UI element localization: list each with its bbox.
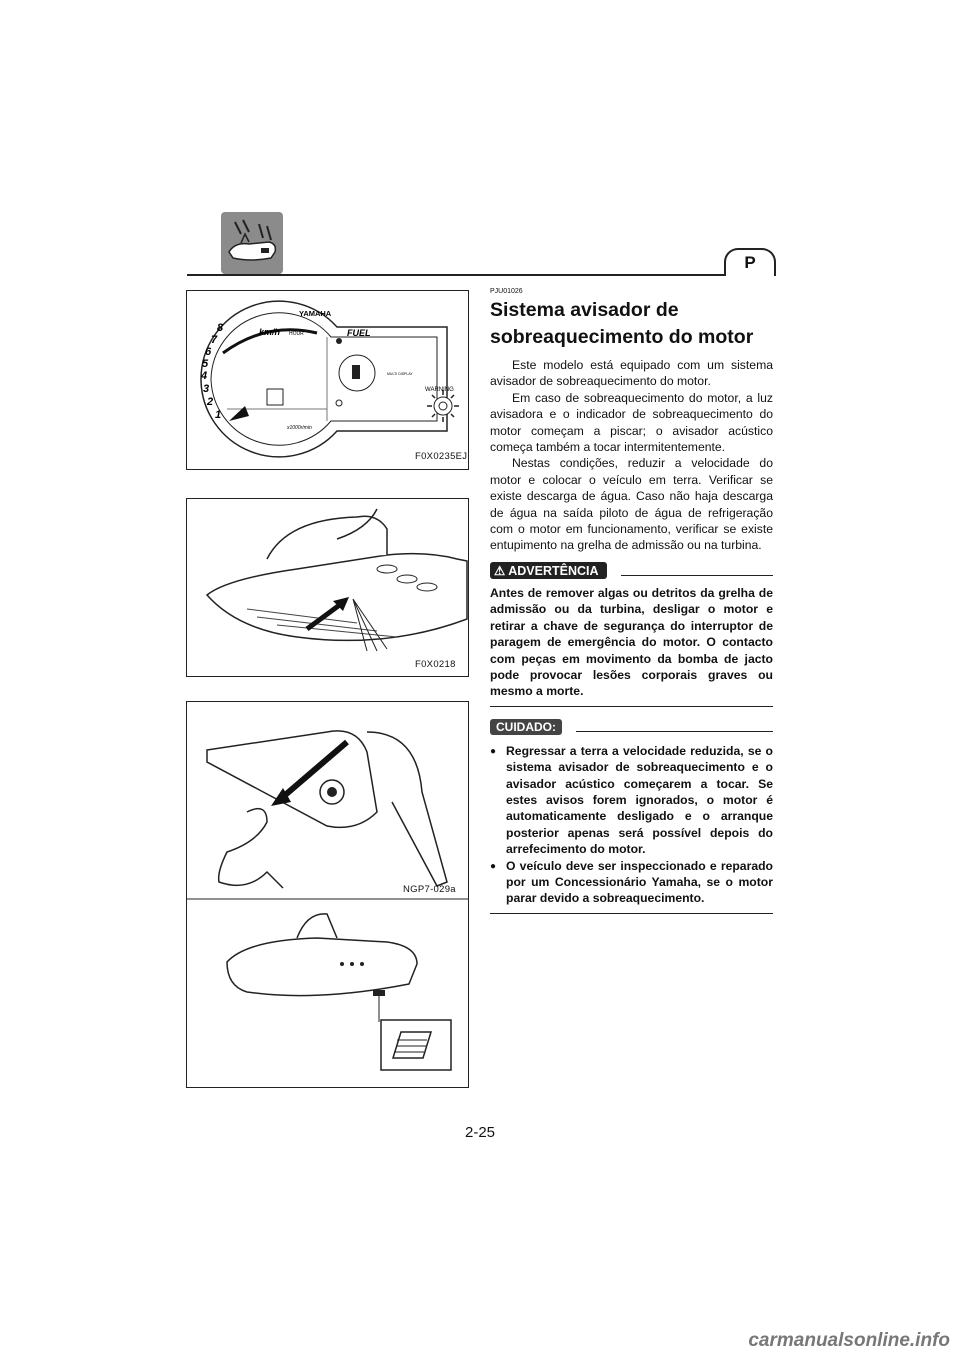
caution-label: CUIDADO:	[490, 719, 562, 735]
paragraph: Em caso de sobreaquecimento do motor, a luz avisadora e o indicador de sobreaquecimento do motor começam a piscar; o avisador acústico começa também a tocar intermitentemente.	[490, 390, 773, 455]
caution-bullet-text: O veículo deve ser inspeccionado e reparado por um Concessionário Yamaha, se o motor parar devido a sobreaquecimento.	[506, 858, 773, 906]
language-badge: P	[724, 248, 776, 276]
figure-handlebar-intake	[186, 701, 469, 1088]
rpm-unit: x1000r/min	[287, 425, 312, 431]
caution-end-rule	[490, 913, 773, 914]
watercraft-section-icon	[221, 212, 283, 274]
warning-label-chip	[490, 562, 607, 579]
figure-label: NGP7-029a	[403, 884, 456, 895]
scale-mark: 7	[211, 334, 218, 346]
warning-text: Antes de remover algas ou detritos da grelha de admissão ou da turbina, desligar o motor e retirar a chave de segurança do interruptor de paragem de emergência do motor. O contacto com peças em movimento da bomba de jacto pode provocar lesões corporais graves ou mesmo a morte.	[490, 585, 773, 699]
caution-rule	[576, 731, 773, 732]
warning-rule	[621, 575, 773, 576]
scale-mark: 3	[203, 383, 210, 395]
scale-mark: 2	[207, 396, 214, 408]
scale-mark: 4	[201, 370, 208, 382]
section-code: PJU01026	[490, 288, 523, 295]
gauge-brand: YAMAHA	[299, 309, 332, 318]
figure-watercraft-side	[186, 498, 469, 677]
caution-bullet	[490, 743, 773, 858]
warning-end-rule	[490, 706, 773, 707]
paragraph: Este modelo está equipado com um sistema avisador de sobreaquecimento do motor.	[490, 358, 773, 389]
caution-header	[490, 719, 773, 735]
warning-header	[490, 562, 773, 579]
page-number: 2-25	[464, 1124, 496, 1141]
scale-mark: 1	[215, 409, 222, 421]
figure-meter	[186, 290, 469, 470]
header-rule	[187, 274, 774, 276]
figure-label: F0X0235EJ	[415, 451, 468, 462]
caution-bullet-text: Regressar a terra a velocidade reduzida, se o sistema avisador de sobreaquecimento e o avisador acústico começarem a tocar. Se estes avisos forem ignorados, o motor é automaticamente desligado e o arranque posterior apenas será possível depois do arrefecimento do motor.	[506, 743, 773, 857]
watermark: carmanualsonline.info	[748, 1330, 950, 1351]
warning-label: ADVERTÊNCIA	[508, 563, 599, 578]
watercraft-side-illustration	[187, 499, 468, 676]
main-text-column	[490, 288, 773, 914]
bullet-icon: ●	[490, 745, 497, 757]
bullet-icon: ●	[490, 860, 497, 872]
meter-illustration	[187, 291, 468, 469]
warning-triangle-icon: ⚠	[494, 563, 506, 578]
speed-unit: km/h	[259, 327, 281, 337]
paragraph: Nestas condições, reduzir a velocidade do motor e colocar o veículo em terra. Verificar se existe descarga de água. Caso não haja descarga de água na saída piloto de água de refrigeração com o motor em funcionamento, verificar se existe entupimento na grelha de admissão ou na turbina.	[490, 456, 773, 553]
hour-label: HOUR	[289, 331, 304, 337]
scale-mark: 5	[202, 358, 209, 370]
fuel-label: FUEL	[347, 328, 371, 338]
caution-bullet	[490, 858, 773, 907]
figure-label: F0X0218	[415, 659, 456, 670]
section-title: Sistema avisador de sobreaquecimento do motor	[490, 299, 754, 348]
scale-mark: 8	[217, 322, 224, 334]
warning-lamp-label: WARNING	[425, 387, 454, 393]
scale-mark: 6	[205, 346, 212, 358]
multi-display-label: MULTI DISPLAY	[387, 372, 413, 376]
